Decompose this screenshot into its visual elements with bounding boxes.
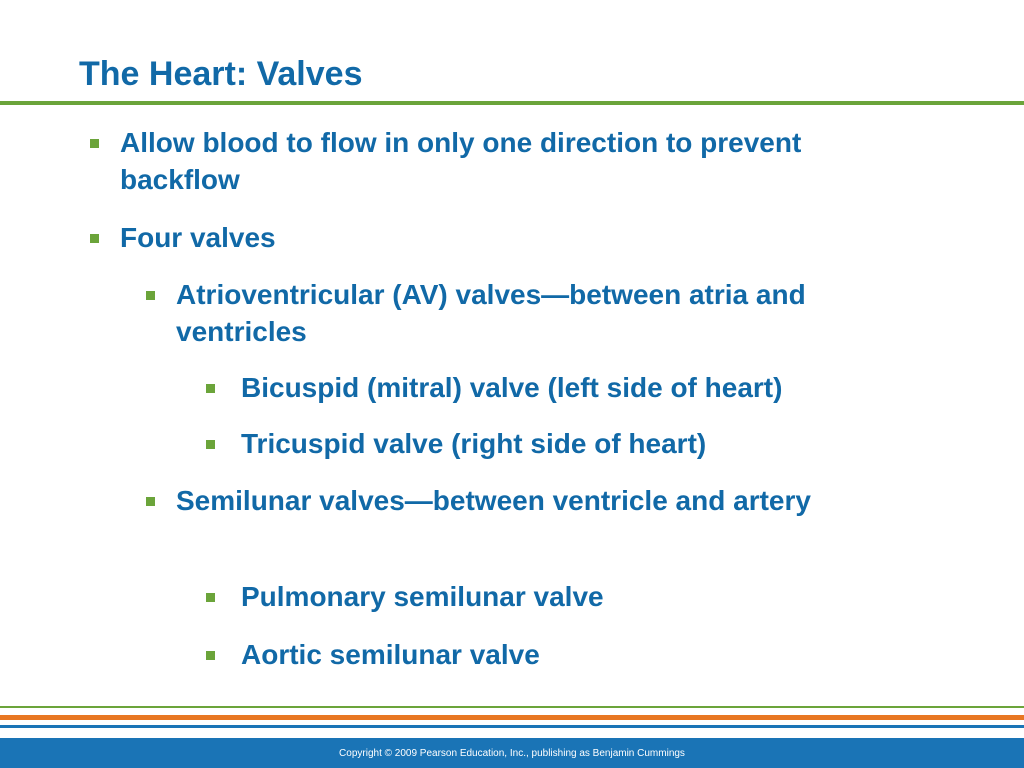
bullet-item-level-3	[241, 369, 941, 406]
footer-stripe-orange	[0, 715, 1024, 720]
bullet-item-level-1	[120, 219, 840, 256]
bullet-item-level-3	[241, 578, 941, 615]
bullet-text: Aortic semilunar valve	[241, 639, 540, 670]
bullet-item-level-3	[241, 425, 941, 462]
slide-title: The Heart: Valves	[79, 55, 363, 93]
bullet-text: Allow blood to flow in only one direction to prevent backflow	[120, 127, 802, 195]
square-bullet-icon	[90, 234, 99, 243]
square-bullet-icon	[146, 291, 155, 300]
bullet-text: Four valves	[120, 222, 276, 253]
bullet-item-level-2	[176, 482, 916, 519]
footer-stripe-green	[0, 706, 1024, 708]
bullet-text: Atrioventricular (AV) valves—between atria and ventricles	[176, 279, 806, 347]
copyright-text: Copyright © 2009 Pearson Education, Inc., publishing as Benjamin Cummings	[339, 748, 685, 759]
square-bullet-icon	[206, 651, 215, 660]
bullet-item-level-3	[241, 636, 941, 673]
footer-stripe-blue	[0, 725, 1024, 728]
square-bullet-icon	[206, 593, 215, 602]
bullet-text: Pulmonary semilunar valve	[241, 581, 604, 612]
bullet-item-level-2	[176, 276, 916, 350]
bullet-text: Semilunar valves—between ventricle and artery	[176, 485, 811, 516]
square-bullet-icon	[206, 384, 215, 393]
bullet-item-level-1	[120, 124, 840, 198]
bullet-text: Bicuspid (mitral) valve (left side of heart)	[241, 372, 783, 403]
footer-stripes	[0, 705, 1024, 735]
square-bullet-icon	[146, 497, 155, 506]
bullet-text: Tricuspid valve (right side of heart)	[241, 428, 707, 459]
square-bullet-icon	[206, 440, 215, 449]
square-bullet-icon	[90, 139, 99, 148]
